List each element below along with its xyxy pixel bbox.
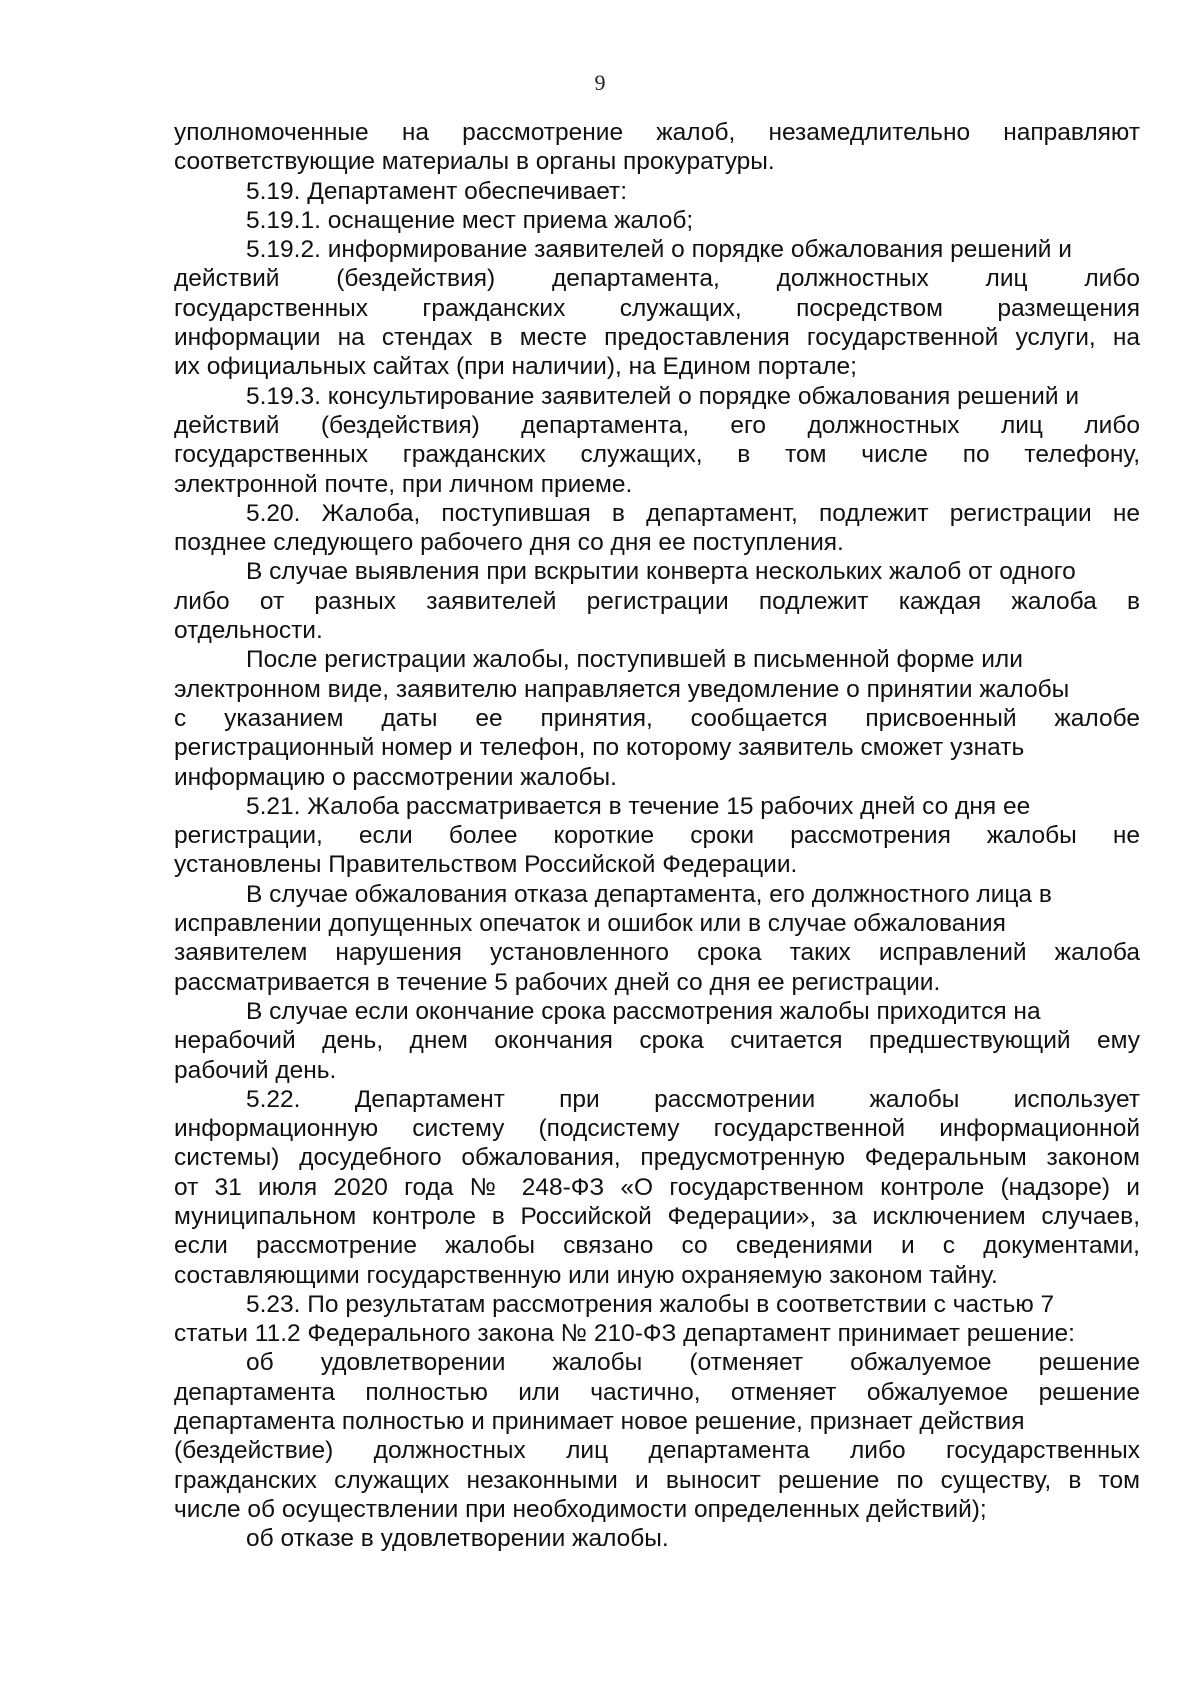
text-line: об удовлетворении жалобы (отменяет обжалуемое решение — [246, 1349, 1140, 1377]
text-line: от 31 июля 2020 года № 248-ФЗ «О государственном контроле (надзоре) и — [174, 1173, 1140, 1201]
text-line: электронном виде, заявителю направляется уведомление о принятии жалобы — [174, 675, 1070, 703]
text-line: числе об осуществлении при необходимости определенных действий); — [174, 1495, 987, 1523]
text-line: отдельности. — [174, 617, 323, 645]
text-line: их официальных сайтах (при наличии), на Едином портале; — [174, 353, 857, 381]
text-line: электронной почте, при личном приеме. — [174, 470, 633, 498]
text-line: установлены Правительством Российской Федерации. — [174, 851, 798, 879]
text-line: действий (бездействия) департамента, его должностных лиц либо — [174, 411, 1140, 439]
text-line: с указанием даты ее принятия, сообщается присвоенный жалобе — [174, 704, 1140, 732]
text-line: 5.19.3. консультирование заявителей о порядке обжалования решений и — [246, 382, 1079, 410]
text-line: регистрационный номер и телефон, по которому заявитель сможет узнать — [174, 734, 1025, 762]
page-number: 9 — [594, 70, 606, 95]
text-line: департамента полностью и принимает новое решение, признает действия — [174, 1408, 1025, 1436]
text-line: заявителем нарушения установленного срока таких исправлений жалоба — [174, 939, 1140, 967]
text-line: действий (бездействия) департамента, должностных лиц либо — [174, 265, 1140, 293]
text-line: государственных гражданских служащих, в том числе по телефону, — [174, 441, 1140, 469]
text-line: 5.20. Жалоба, поступившая в департамент, подлежит регистрации не — [246, 499, 1140, 527]
text-line: муниципальном контроле в Российской Федерации», за исключением случаев, — [174, 1202, 1140, 1230]
text-line: (бездействие) должностных лиц департамента либо государственных — [174, 1437, 1140, 1465]
text-line: рабочий день. — [174, 1056, 337, 1084]
text-line: В случае если окончание срока рассмотрения жалобы приходится на — [246, 997, 1041, 1025]
text-line: В случае выявления при вскрытии конверта нескольких жалоб от одного — [246, 558, 1076, 586]
text-line: В случае обжалования отказа департамента, его должностного лица в — [246, 880, 1052, 908]
text-line: уполномоченные на рассмотрение жалоб, незамедлительно направляют — [174, 119, 1140, 146]
text-line: 5.23. По результатам рассмотрения жалобы в соответствии с частью 7 — [246, 1290, 1055, 1318]
text-line: составляющими государственную или иную охраняемую законом тайну. — [174, 1261, 998, 1289]
text-line: статьи 11.2 Федерального закона № 210-ФЗ департамент принимает решение: — [174, 1320, 1075, 1348]
text-line: государственных гражданских служащих, посредством размещения — [174, 294, 1140, 322]
text-line: гражданских служащих незаконными и выносит решение по существу, в том — [174, 1466, 1140, 1494]
text-line: 5.19.2. информирование заявителей о порядке обжалования решений и — [246, 236, 1072, 264]
text-line: соответствующие материалы в органы прокуратуры. — [174, 148, 775, 176]
text-line: позднее следующего рабочего дня со дня ее поступления. — [174, 529, 844, 557]
text-line: регистрации, если более короткие сроки рассмотрения жалобы не — [174, 822, 1140, 850]
text-line: информацию о рассмотрении жалобы. — [174, 763, 617, 791]
text-line: рассматривается в течение 5 рабочих дней со дня ее регистрации. — [174, 968, 941, 996]
text-line: информационную систему (подсистему государственной информационной — [174, 1115, 1140, 1143]
text-line: если рассмотрение жалобы связано со сведениями и с документами, — [174, 1232, 1140, 1260]
text-line: нерабочий день, днем окончания срока считается предшествующий ему — [174, 1027, 1140, 1055]
text-line: об отказе в удовлетворении жалобы. — [246, 1525, 669, 1553]
text-line: исправлении допущенных опечаток и ошибок или в случае обжалования — [174, 910, 1006, 938]
text-line: 5.19. Департамент обеспечивает: — [246, 177, 628, 205]
text-line: либо от разных заявителей регистрации подлежит каждая жалоба в — [174, 587, 1140, 615]
text-line: департамента полностью или частично, отменяет обжалуемое решение — [174, 1378, 1140, 1406]
text-line: 5.22. Департамент при рассмотрении жалобы использует — [246, 1085, 1140, 1113]
text-line: информации на стендах в месте предоставления государственной услуги, на — [174, 324, 1140, 352]
document-body — [174, 118, 1140, 1554]
text-line: После регистрации жалобы, поступившей в письменной форме или — [246, 646, 1023, 674]
text-line: 5.19.1. оснащение мест приема жалоб; — [246, 206, 694, 234]
text-line: 5.21. Жалоба рассматривается в течение 15 рабочих дней со дня ее — [246, 792, 1031, 820]
text-line: системы) досудебного обжалования, предусмотренную Федеральным законом — [174, 1144, 1140, 1172]
